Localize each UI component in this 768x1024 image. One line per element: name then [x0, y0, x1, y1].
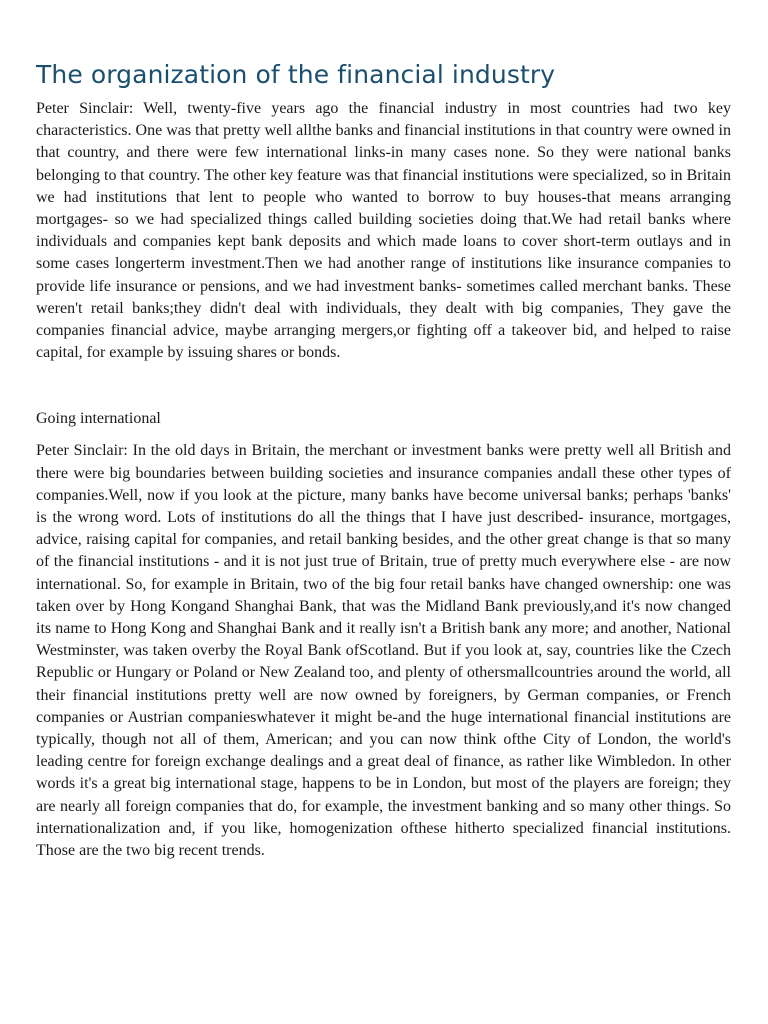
- section-heading: Going international: [36, 410, 161, 428]
- page-title: The organization of the financial industry: [36, 60, 556, 89]
- paragraph-going-international: Peter Sinclair: In the old days in Britain, the merchant or investment banks were pretty well all British and there were big boundaries between building societies and insurance companies andall these other types of companies.Well, now if you look at the picture, many banks have become universal banks; perhaps 'banks' is the wrong word. Lots of institutions do all the things that I have just described- insurance, mortgages, advice, raising capital for companies, and retail banking besides, and the other great change is that so many of the financial institutions - and it is not just true of Britain, true of pretty much everywhere else - are now international. So, for example in Britain, two of the big four retail banks have changed ownership: one was taken over by Hong Kongand Shanghai Bank, that was the Midland Bank previously,and it's now changed its name to Hong Kong and Shanghai Bank and it really isn't a British bank any more; and another, National Westminster, was taken overby the Royal Bank ofScotland. But if you look at, say, countries like the Czech Republic or Hungary or Poland or New Zealand too, and plenty of othersmallcountries around the world, all their financial institutions pretty well are now owned by foreigners, by German companies, or French companies or Austrian companieswhatever it might be-and the huge international financial institutions are typically, though not all of them, American; and you can now think ofthe City of London, the world's leading centre for foreign exchange dealings and a great deal of finance, as rather like Wimbledon. In other words it's a great big international stage, happens to be in London, but most of the players are foreign; they are nearly all foreign companies that do, for example, the investment banking and so many other things. So internationalization and, if you like, homogenization ofthese hitherto specialized financial institutions. Those are the two big recent trends.: [36, 442, 731, 860]
- document-page: [36, 58, 731, 862]
- paragraph-intro: Peter Sinclair: Well, twenty-five years ago the financial industry in most countries had two key characteristics. One was that pretty well allthe banks and financial institutions in that country were owned in that country, and there were few international links-in many cases none. So they were national banks belonging to that country. The other key feature was that financial institutions were specialized, so in Britain we had institutions that lent to people who wanted to borrow to buy houses-that means arranging mortgages- so we had specialized things called building societies doing that.We had retail banks where individuals and companies kept bank deposits and which made loans to cover short-term outlays and in some cases longerterm investment.Then we had another range of institutions like insurance companies to provide life insurance or pensions, and we had investment banks- sometimes called merchant banks. These weren't retail banks;they didn't deal with individuals, they dealt with big companies, They gave the companies financial advice, maybe arranging mergers,or fighting off a takeover bid, and helped to raise capital, for example by issuing shares or bonds.: [36, 100, 731, 362]
